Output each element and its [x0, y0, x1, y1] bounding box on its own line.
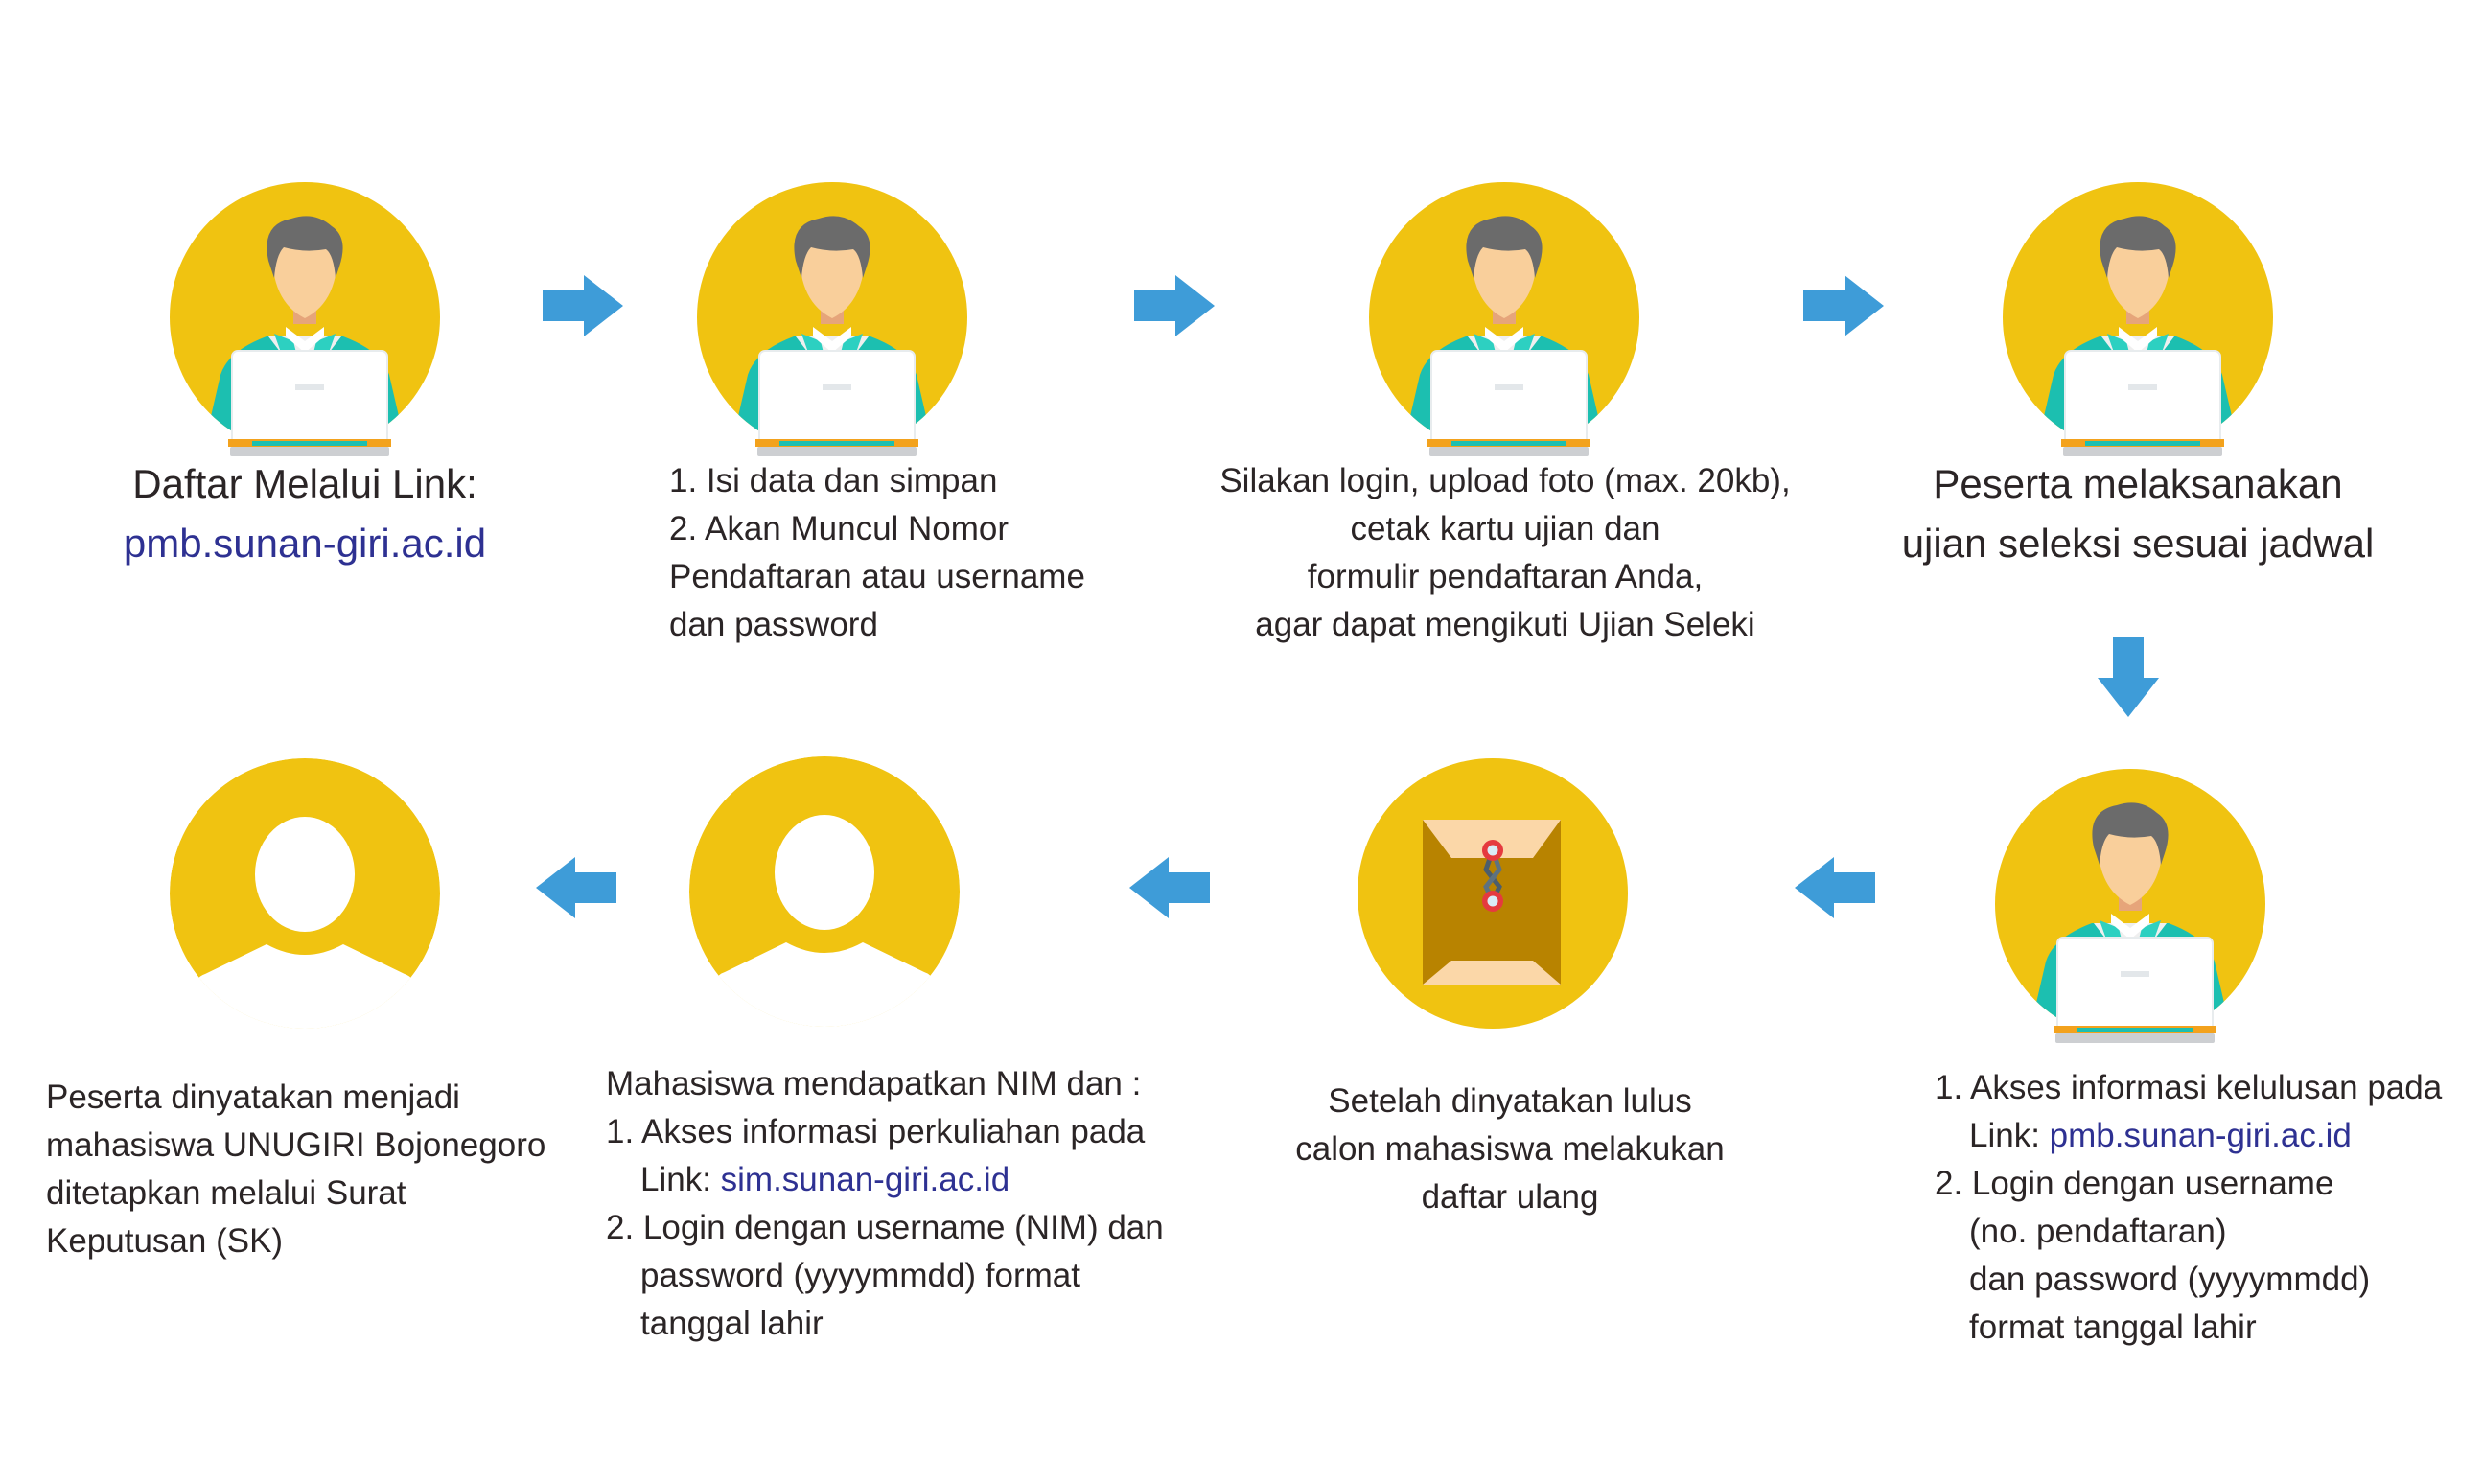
step-1-caption [104, 454, 506, 573]
step-2-line: Pendaftaran atau username [669, 558, 1085, 595]
step-5-link-prefix: Link: [1969, 1117, 2050, 1154]
person-with-laptop-icon [1994, 178, 2282, 466]
step-4-line: ujian seleksi sesuai jadwal [1901, 521, 2375, 566]
step-8-line: mahasiswa UNUGIRI Bojonegoro [46, 1126, 546, 1164]
step-5-item-2-cont: dan password (yyyymmdd) [1969, 1261, 2371, 1298]
step-3-line: Silakan login, upload foto (max. 20kb), [1219, 462, 1791, 499]
step-3-line: formulir pendaftaran Anda, [1307, 558, 1704, 595]
step-5-item-2-cont: format tanggal lahir [1969, 1309, 2257, 1346]
step-7-intro: Mahasiswa mendapatkan NIM dan : [606, 1065, 1142, 1102]
person-with-laptop-icon [688, 178, 976, 466]
step-3-line: cetak kartu ujian dan [1350, 510, 1660, 547]
step-5-link[interactable]: pmb.sunan-giri.ac.id [2049, 1117, 2352, 1154]
step-1-link[interactable]: pmb.sunan-giri.ac.id [123, 521, 487, 566]
step-6-caption [1265, 1078, 1754, 1221]
string-tie-envelope-icon [1349, 750, 1636, 1037]
step-8-line: Keputusan (SK) [46, 1222, 284, 1260]
step-5-item-1: 1. Akses informasi kelulusan pada [1935, 1069, 2443, 1106]
step-8-line: Peserta dinyatakan menjadi [46, 1078, 460, 1116]
step-2-line: dan password [669, 606, 878, 643]
step-4-line: Peserta melaksanakan [1933, 461, 2343, 506]
step-7-item-2: 2. Login dengan username (NIM) dan [606, 1209, 1164, 1246]
step-7-link-prefix: Link: [640, 1161, 721, 1198]
step-3-caption [1189, 457, 1822, 649]
person-with-laptop-icon [1986, 765, 2274, 1053]
step-6-line: daftar ulang [1421, 1178, 1599, 1216]
step-6-line: calon mahasiswa melakukan [1295, 1130, 1725, 1168]
step-7-item-2-cont: tanggal lahir [640, 1305, 824, 1342]
step-2-caption [669, 457, 1085, 649]
step-7-item-1: 1. Akses informasi perkuliahan pada [606, 1113, 1146, 1150]
step-8-caption [46, 1074, 545, 1265]
step-8-line: ditetapkan melalui Surat [46, 1174, 406, 1212]
arrow-right-icon [1803, 275, 1884, 336]
arrow-right-icon [543, 275, 623, 336]
arrow-left-icon [536, 857, 616, 918]
step-2-line: 1. Isi data dan simpan [669, 462, 998, 499]
step-7-item-2-cont: password (yyyymmdd) format [640, 1257, 1080, 1294]
arrow-down-icon [2098, 637, 2159, 717]
arrow-left-icon [1129, 857, 1210, 918]
user-silhouette-icon [681, 748, 968, 1035]
step-5-item-2-cont: (no. pendaftaran) [1969, 1213, 2227, 1250]
person-with-laptop-icon [1360, 178, 1648, 466]
step-2-line: 2. Akan Muncul Nomor [669, 510, 1009, 547]
step-1-title: Daftar Melalui Link: [132, 461, 477, 506]
step-7-link-line [606, 1156, 1164, 1204]
step-5-caption [1935, 1064, 2442, 1352]
step-3-line: agar dapat mengikuti Ujian Seleki [1255, 606, 1755, 643]
step-5-link-line [1935, 1112, 2442, 1160]
user-silhouette-icon [161, 750, 449, 1037]
arrow-left-icon [1795, 857, 1875, 918]
person-with-laptop-icon [161, 178, 449, 466]
step-4-caption [1879, 454, 2397, 573]
step-7-caption [606, 1060, 1164, 1348]
step-7-link[interactable]: sim.sunan-giri.ac.id [720, 1161, 1010, 1198]
step-6-line: Setelah dinyatakan lulus [1328, 1082, 1692, 1120]
step-5-item-2: 2. Login dengan username [1935, 1165, 2334, 1202]
arrow-right-icon [1134, 275, 1215, 336]
